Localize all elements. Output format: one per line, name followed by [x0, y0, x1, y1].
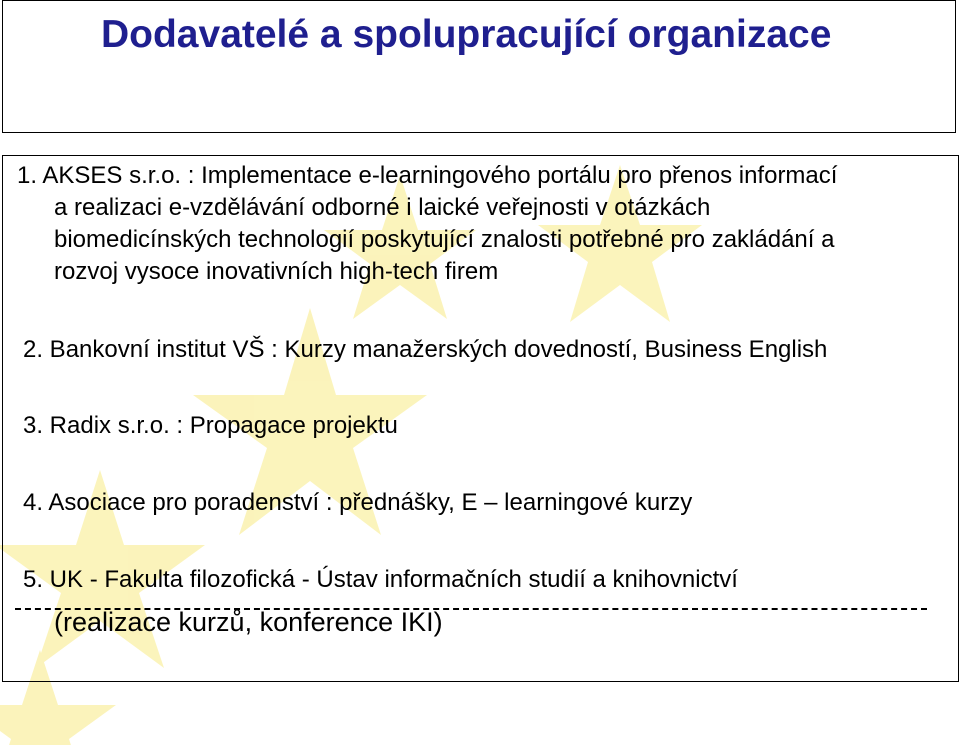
item-1-line-1: 1. AKSES s.r.o. : Implementace e-learningového portálu pro přenos informací: [17, 162, 838, 189]
item-3-line-1: 3. Radix s.r.o. : Propagace projektu: [23, 412, 398, 439]
item-5-line-1: 5. UK - Fakulta filozofická - Ústav informačních studií a knihovnictví: [23, 566, 738, 593]
item-2-line-1: 2. Bankovní institut VŠ : Kurzy manažerských dovedností, Business English: [23, 336, 828, 363]
content-box: [2, 155, 959, 682]
title-box: [2, 0, 956, 133]
item-1-line-4: rozvoj vysoce inovativních high-tech firem: [54, 258, 499, 285]
item-5-line-2: (realizace kurzů, konference IKI): [54, 607, 443, 637]
item-1-line-3: biomedicínských technologií poskytující znalosti potřebné pro zakládání a: [54, 226, 835, 253]
item-1-line-2: a realizaci e-vzdělávání odborné i laické veřejnosti v otázkách: [54, 194, 711, 221]
page-title: Dodavatelé a spolupracující organizace: [101, 13, 832, 56]
item-4-line-1: 4. Asociace pro poradenství : přednášky, E – learningové kurzy: [23, 489, 693, 516]
